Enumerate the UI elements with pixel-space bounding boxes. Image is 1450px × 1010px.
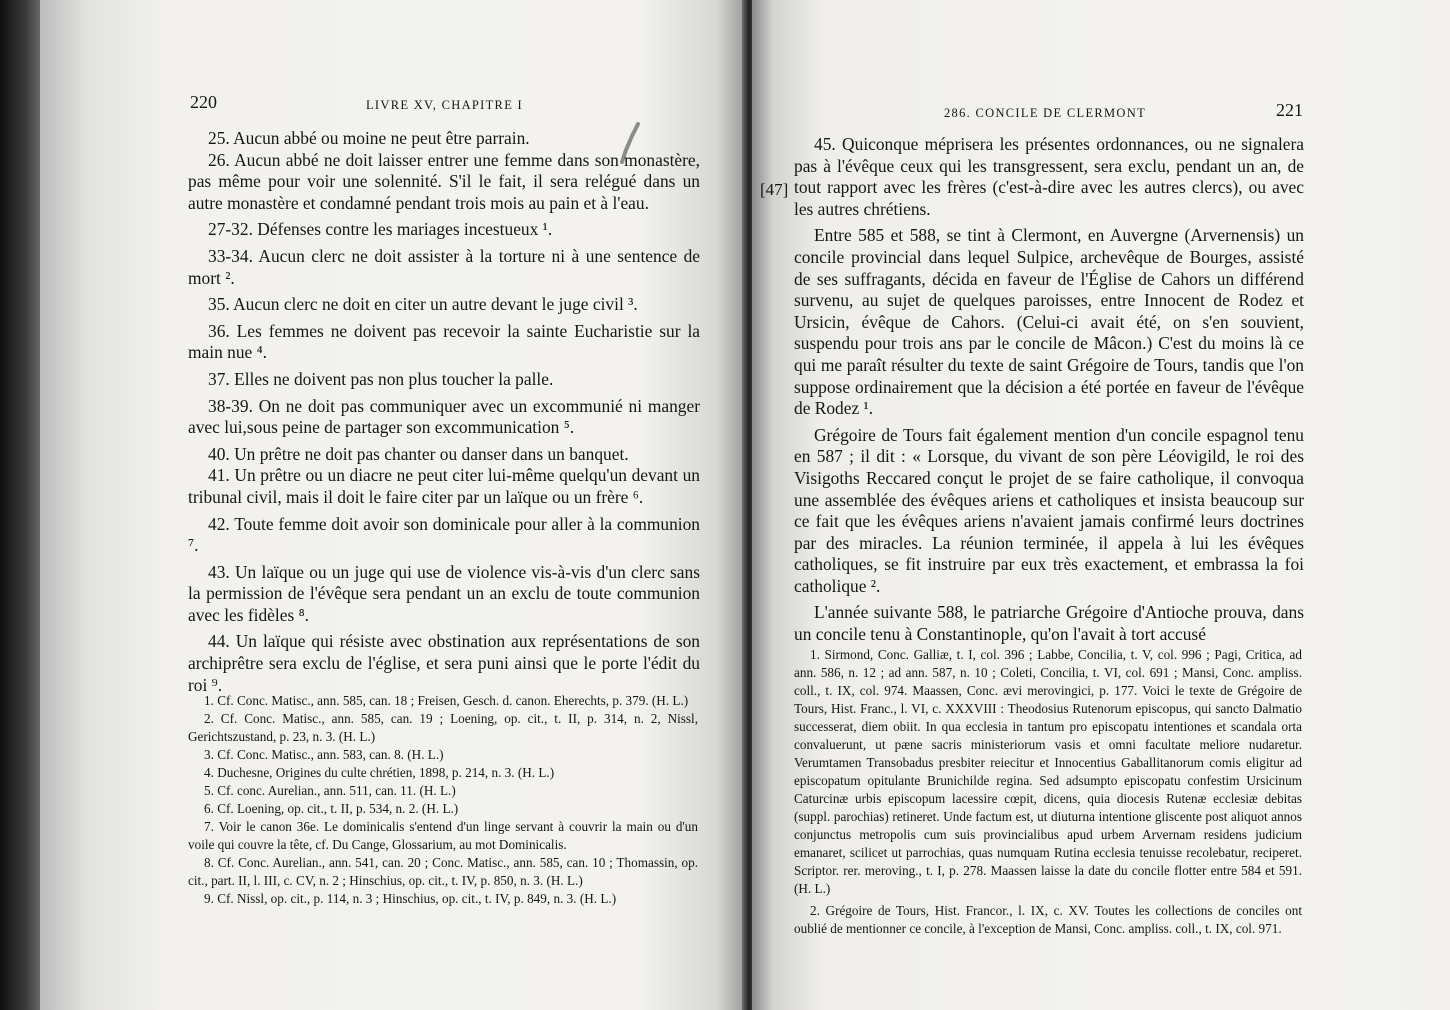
paragraph: 33-34. Aucun clerc ne doit assister à la torture ni à une sentence de mort ². [188,245,700,288]
left-folio: 220 [190,92,217,112]
footnote: 2. Cf. Conc. Matisc., ann. 585, can. 19 ; Loening, op. cit., t. II, p. 314, n. 2, Nissl, Gerichtszustand, p. 23, n. 3. (H. L.) [188,711,698,744]
footnote: 3. Cf. Conc. Matisc., ann. 583, can. 8. (H. L.) [204,747,444,762]
left-footnotes [188,692,698,908]
paragraph: 37. Elles ne doivent pas non plus toucher la palle. [208,368,554,389]
paragraph: 41. Un prêtre ou un diacre ne peut citer lui-même quelqu'un devant un tribunal civil, mais il doit le faire citer par un laïque ou un frère ⁶. [188,465,700,507]
footnote: 1. Sirmond, Conc. Galliæ, t. I, col. 396 ; Labbe, Concilia, t. V, col. 996 ; Pagi, Critica, ad ann. 586, n. 12 ; ad ann. 587, n. 10 ; Coleti, Concilia, t. VI, col. 691 ; Mansi, Conc. ampliss. coll., t. IX, col. 974. Maassen, Conc. ævi merovingici, p. 177. Voici le texte de Grégoire de Tours, Hist. Franc., l. VI, c. XXXVIII : Theodosius Rutenorum episcopus, qui sancto Dalmatio successerat, diem obiit. In qua ecclesia in tantum pro episcopatu intentiones et scandala orta convaluerunt, ut pæne sacris ministeriorum vasis et omni facultate meliore nudaretur. Verumtamen Transobadus presbiter reiecitur et Innocentius Gaballitanorum comis eligitur ad episcopatum opitulante Brunichilde regina. Sed adsumpto episcopatu confestim Ursicinum Caturcinæ urbis episcopum lacessire cœpit, dicens, quia diocesis Rutenæ ecclesiæ debitas (suppl. parochias) retineret. Unde factum est, ut diuturna intentione gliscente post aliquot annos conjunctus metropolis cum suis provincialibus apud urbem Arvernam residens judicium emanaret, scilicet ut parrochias, quas numquam Rutina ecclesia tenuisse recolebatur, reciperet. Scriptor. rer. meroving., t. I, p. 278. Maassen laisse la date du concile flotter entre 584 et 591. (H. L.) [794,647,1302,896]
paragraph: L'année suivante 588, le patriarche Grégoire d'Antioche prouva, dans un concile tenu à Constantinople, qu'on l'avait à tort accusé [794,602,1304,645]
paragraph: 27-32. Défenses contre les mariages incestueux ¹. [208,219,553,240]
footnote: 6. Cf. Loening, op. cit., t. II, p. 534, n. 2. (H. L.) [204,801,459,816]
footnote: 7. Voir le canon 36e. Le dominicalis s'entend d'un linge servant à couvrir la main ou d'un voile qui couvre la tête, cf. Du Cange, Glossarium, au mot Dominicalis. [188,819,698,852]
left-body [188,128,700,696]
right-footnotes [794,646,1302,938]
paragraph: 44. Un laïque qui résiste avec obstination aux représentations de son archiprêtre sera exclu de l'église, et sera puni ainsi que le porte l'édit du roi ⁹. [188,631,700,695]
right-running-head: 286. CONCILE DE CLERMONT [944,106,1147,120]
footnote: 8. Cf. Conc. Aurelian., ann. 541, can. 20 ; Conc. Matisc., ann. 585, can. 10 ; Thomassin, op. cit., part. II, l. III, c. CV, n. 2 ; Hinschius, op. cit., t. IV, p. 850, n. 3. (H. L.) [188,855,698,888]
paragraph: 38-39. On ne doit pas communiquer avec un excommunié ni manger avec lui,sous peine de partager son excommunication ⁵. [188,395,700,438]
paragraph: 36. Les femmes ne doivent pas recevoir la sainte Eucharistie sur la main nue ⁴. [188,320,700,363]
paragraph: Grégoire de Tours fait également mention d'un concile espagnol tenu en 587 ; il dit : « Lorsque, du vivant de son père Léovigild, le roi des Visigoths Reccared conçut le projet de se faire catholique, il convoqua une assemblée des évêques ariens et catholiques et insista beaucoup sur ce fait que les évêques ariens n'avaient jamais confirmé leurs doctrines par des miracles. La réunion terminée, il appela à lui les évêques catholiques, se fit instruire par eux très exactement, et embrassa la foi catholique ². [794,424,1304,596]
paragraph: 35. Aucun clerc ne doit en citer un autre devant le juge civil ³. [208,294,638,315]
footnote: 5. Cf. conc. Aurelian., ann. 511, can. 11. (H. L.) [204,783,456,798]
paragraph: 42. Toute femme doit avoir son dominicale pour aller à la communion ⁷. [188,513,700,556]
paragraph: 26. Aucun abbé ne doit laisser entrer une femme dans son monastère, pas même pour voir une solennité. S'il le fait, il sera relégué dans un autre monastère et condamné pendant trois mois au pain et à l'eau. [188,149,700,213]
paragraph: 40. Un prêtre ne doit pas chanter ou danser dans un banquet. [208,443,629,464]
paragraph: 43. Un laïque ou un juge qui use de violence vis-à-vis d'un clerc sans la permission de l'évêque sera pendant un an exclu de toute communion avec les fidèles ⁸. [188,561,700,625]
paragraph: 25. Aucun abbé ou moine ne peut être parrain. [208,128,530,148]
paragraph: Entre 585 et 588, se tint à Clermont, en Auvergne (Arvernensis) un concile provincial dans lequel Sulpice, archevêque de Bourges, assisté de ses suffragants, décida en faveur de l'Église de Cahors un différend survenu, au sujet de quelques paroisses, entre Innocent de Rodez et Ursicin, évêque de Cahors. (Celui-ci avait été, on s'en souvient, suspendu pour trois ans par le concile de Mâcon.) C'est du moins là ce qui me paraît résulter du texte de saint Grégoire de Tours, tandis que l'on suppose ordinairement que la décision a été portée en faveur de l'évêque de Rodez ¹. [794,225,1304,419]
right-folio: 221 [1276,100,1303,120]
left-page [40,0,745,1010]
right-page [752,0,1450,1010]
right-body [794,134,1304,646]
footnote: 1. Cf. Conc. Matisc., ann. 585, can. 18 ; Freisen, Gesch. d. canon. Eherechts, p. 379. (H. L.) [204,693,689,708]
paragraph: 45. Quiconque méprisera les présentes ordonnances, ou ne signalera pas à l'évêque ceux qui les transgressent, sera exclu, pendant un an, de tout rapport avec les frères (c'est-à-dire avec les autres clercs), ou avec les autres chrétiens. [794,134,1304,219]
footnote: 4. Duchesne, Origines du culte chrétien, 1898, p. 214, n. 3. (H. L.) [204,765,555,780]
left-running-head: LIVRE XV, CHAPITRE I [366,98,524,112]
margin-number: [47] [760,180,789,199]
footnote: 9. Cf. Nissl, op. cit., p. 114, n. 3 ; Hinschius, op. cit., t. IV, p. 849, n. 3. (H. L.) [204,891,617,906]
footnote: 2. Grégoire de Tours, Hist. Francor., l. IX, c. XV. Toutes les collections de conciles ont oublié de mentionner ce concile, à l'exception de Mansi, Conc. ampliss. coll., t. IX, col. 971. [794,903,1302,936]
